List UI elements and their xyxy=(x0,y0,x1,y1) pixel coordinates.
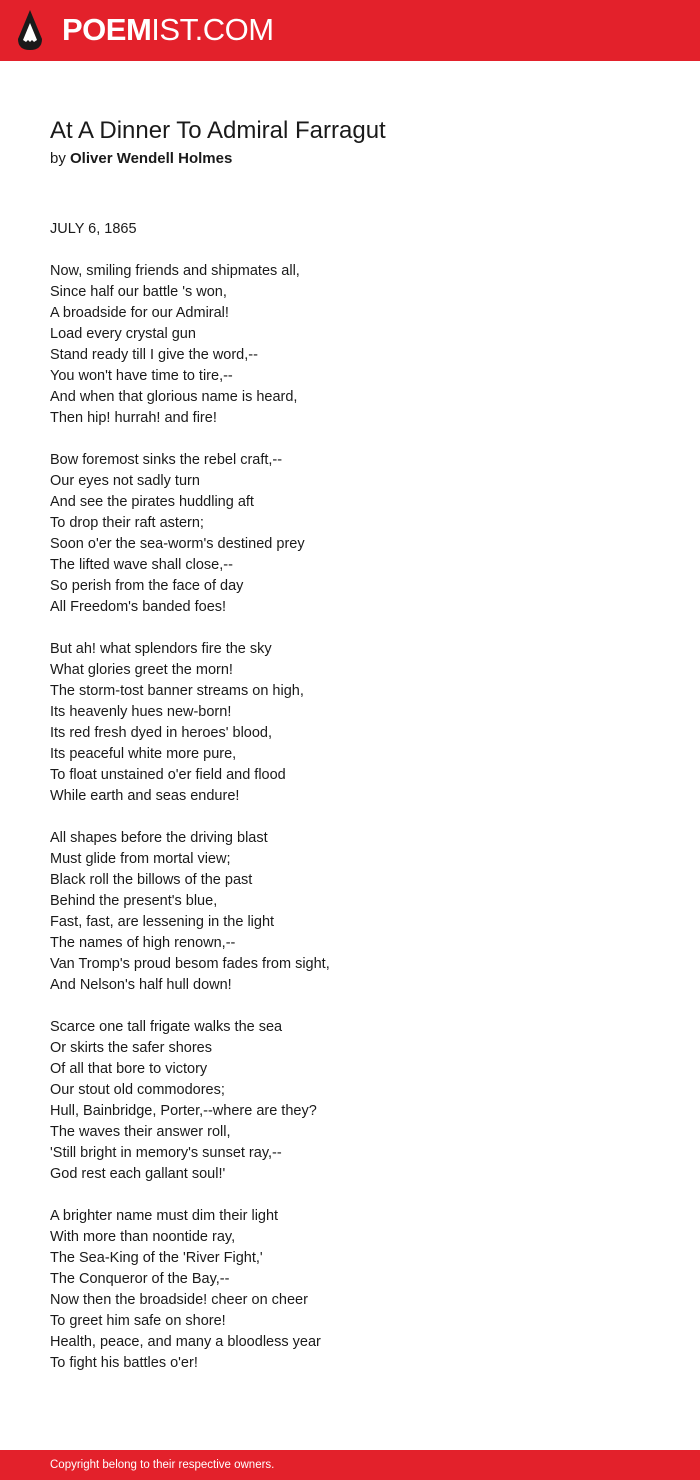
poem-title: At A Dinner To Admiral Farragut xyxy=(50,117,386,144)
poem-body xyxy=(50,219,650,1395)
poem-line: Now, smiling friends and shipmates all, xyxy=(50,263,300,279)
poem-line: To fight his battles o'er! xyxy=(50,1355,198,1371)
poem-stanza xyxy=(50,639,650,807)
poem-line: To greet him safe on shore! xyxy=(50,1313,226,1329)
poem-line: Of all that bore to victory xyxy=(50,1061,208,1077)
poem-line: Load every crystal gun xyxy=(50,326,196,342)
poem-date-line: JULY 6, 1865 xyxy=(50,221,137,237)
poem-line: Our stout old commodores; xyxy=(50,1082,225,1098)
poem-line: The storm-tost banner streams on high, xyxy=(50,683,304,699)
poem-line: The waves their answer roll, xyxy=(50,1124,231,1140)
poem-line: All shapes before the driving blast xyxy=(50,830,268,846)
poem-line: Bow foremost sinks the rebel craft,-- xyxy=(50,452,283,468)
poem-line: Now then the broadside! cheer on cheer xyxy=(50,1292,308,1308)
poem-line: Its peaceful white more pure, xyxy=(50,746,237,762)
author-name[interactable]: Oliver Wendell Holmes xyxy=(70,150,233,167)
poem-line: To drop their raft astern; xyxy=(50,515,204,531)
poem-line: Then hip! hurrah! and fire! xyxy=(50,410,217,426)
poem-line: Hull, Bainbridge, Porter,--where are they? xyxy=(50,1103,317,1119)
poem-line: Or skirts the safer shores xyxy=(50,1040,212,1056)
poem-line: All Freedom's banded foes! xyxy=(50,599,227,615)
pencil-tip-icon[interactable] xyxy=(17,9,43,51)
poem-line: With more than noontide ray, xyxy=(50,1229,236,1245)
poem-stanza xyxy=(50,828,650,996)
poem-line: Van Tromp's proud besom fades from sight, xyxy=(50,956,330,972)
poem-line: Fast, fast, are lessening in the light xyxy=(50,914,275,930)
poem-line: The Sea-King of the 'River Fight,' xyxy=(50,1250,263,1266)
poem-line: So perish from the face of day xyxy=(50,578,244,594)
poem-line: But ah! what splendors fire the sky xyxy=(50,641,272,657)
poem-line: Must glide from mortal view; xyxy=(50,851,231,867)
site-logo[interactable] xyxy=(62,12,274,48)
poem-line: Its red fresh dyed in heroes' blood, xyxy=(50,725,273,741)
poem-line: Stand ready till I give the word,-- xyxy=(50,347,258,363)
poem-line: And Nelson's half hull down! xyxy=(50,977,232,993)
poem-stanza xyxy=(50,1206,650,1374)
poem-line: Soon o'er the sea-worm's destined prey xyxy=(50,536,305,552)
poem-line: Since half our battle 's won, xyxy=(50,284,227,300)
poem-line: Behind the present's blue, xyxy=(50,893,218,909)
logo-bold-text: POEM xyxy=(62,12,152,47)
poem-line: You won't have time to tire,-- xyxy=(50,368,233,384)
poem-line: Health, peace, and many a bloodless year xyxy=(50,1334,321,1350)
poem-line: To float unstained o'er field and flood xyxy=(50,767,286,783)
site-header xyxy=(0,0,700,61)
poem-line: Scarce one tall frigate walks the sea xyxy=(50,1019,283,1035)
poem-line: Black roll the billows of the past xyxy=(50,872,253,888)
poem-line: The names of high renown,-- xyxy=(50,935,236,951)
poem-line: The lifted wave shall close,-- xyxy=(50,557,233,573)
copyright-text: Copyright belong to their respective owners. xyxy=(50,1459,275,1471)
poem-stanza xyxy=(50,450,650,618)
poem-date-line-block xyxy=(50,219,650,240)
poem-line: And see the pirates huddling aft xyxy=(50,494,254,510)
poem-line: God rest each gallant soul!' xyxy=(50,1166,226,1182)
by-label: by xyxy=(50,150,66,167)
poem-line: A broadside for our Admiral! xyxy=(50,305,229,321)
poem-line: While earth and seas endure! xyxy=(50,788,240,804)
poem-line: 'Still bright in memory's sunset ray,-- xyxy=(50,1145,282,1161)
poem-line: What glories greet the morn! xyxy=(50,662,233,678)
poem-line: And when that glorious name is heard, xyxy=(50,389,298,405)
site-footer xyxy=(0,1450,700,1480)
poem-line: Its heavenly hues new-born! xyxy=(50,704,232,720)
poem-line: A brighter name must dim their light xyxy=(50,1208,279,1224)
poem-stanza xyxy=(50,1017,650,1185)
poem-line: The Conqueror of the Bay,-- xyxy=(50,1271,230,1287)
poem-line: Our eyes not sadly turn xyxy=(50,473,200,489)
poem-stanza xyxy=(50,261,650,429)
logo-light-text: IST.COM xyxy=(151,12,274,47)
byline xyxy=(50,149,232,169)
